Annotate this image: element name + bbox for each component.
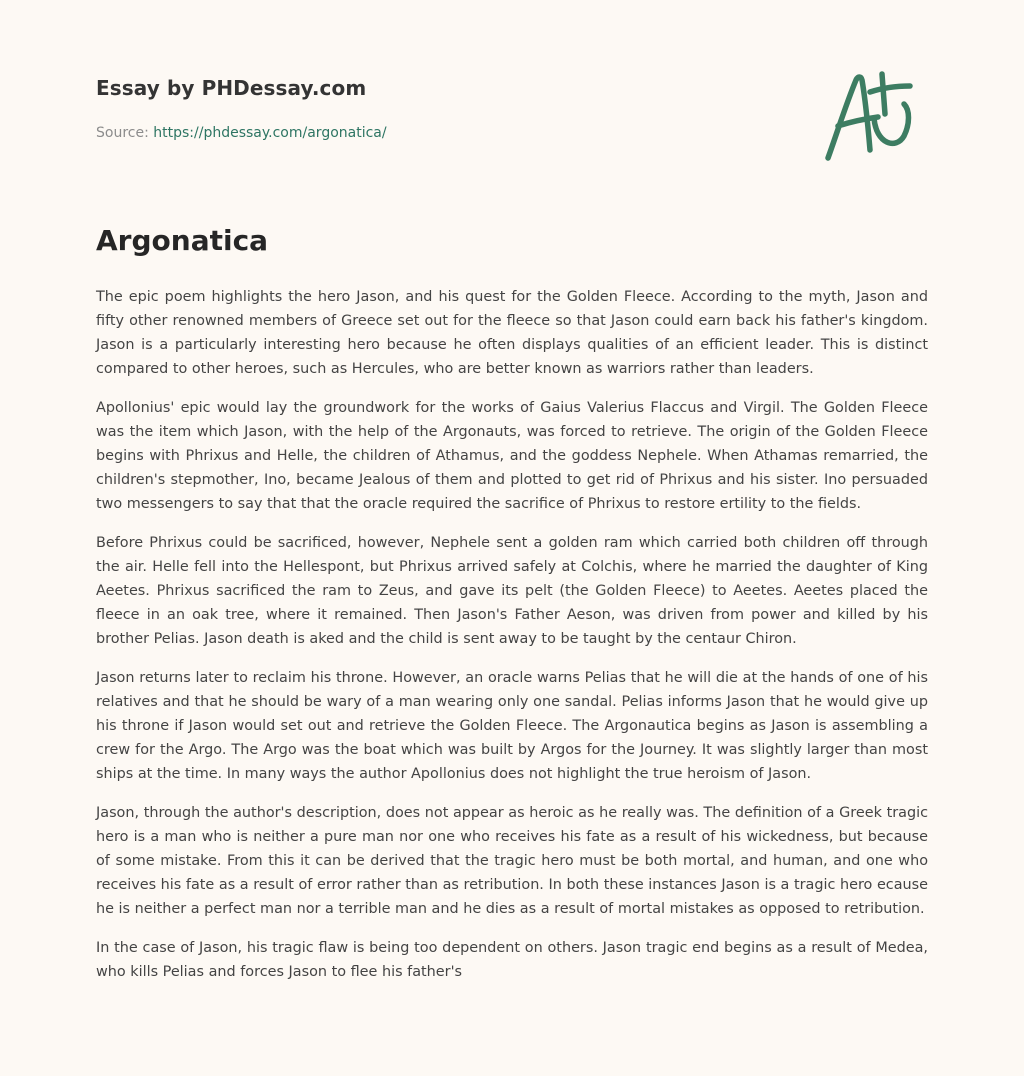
essay-paragraph: Jason, through the author's description, does not appear as heroic as he really was. The definition of a Greek tragic hero is a man who is neither a pure man nor one who receives his fate as a result of his wickedness, but because of some mistake. From this it can be derived that the tragic hero must be both mortal, and human, and one who receives his fate as a result of error rather than as retribution. In both these instances Jason is a tragic hero ecause he is neither a perfect man nor a terrible man and he dies as a result of mortal mistakes as opposed to retribution. — [96, 805, 928, 917]
essay-paragraph: Before Phrixus could be sacrificed, however, Nephele sent a golden ram which carried both children off through the air. Helle fell into the Hellespont, but Phrixus arrived safely at Colchis, where he married the daughter of King Aeetes. Phrixus sacrificed the ram to Zeus, and gave its pelt (the Golden Fleece) to Aeetes. Aeetes placed the fleece in an oak tree, where it remained. Then Jason's Father Aeson, was driven from power and killed by his brother Pelias. Jason death is aked and the child is sent away to be taught by the centaur Chiron. — [96, 535, 928, 647]
brand-title: Essay by PHDessay.com — [96, 76, 367, 100]
essay-paragraph: In the case of Jason, his tragic flaw is being too dependent on others. Jason tragic end begins as a result of Medea, who kills Pelias and forces Jason to flee his father's — [96, 940, 928, 980]
source-link[interactable]: https://phdessay.com/argonatica/ — [153, 125, 387, 141]
a-plus-logo-icon — [822, 66, 926, 166]
essay-paragraph: Jason returns later to reclaim his throne. However, an oracle warns Pelias that he will die at the hands of one of his relatives and that he should be wary of a man wearing only one sandal. Pelias informs Jason that he would give up his throne if Jason would set out and retrieve the Golden Fleece. The Argonautica begins as Jason is assembling a crew for the Argo. The Argo was the boat which was built by Argos for the Journey. It was slightly larger than most ships at the time. In many ways the author Apollonius does not highlight the true heroism of Jason. — [96, 670, 928, 782]
source-line — [96, 125, 387, 141]
essay-paragraph: Apollonius' epic would lay the groundwork for the works of Gaius Valerius Flaccus and Virgil. The Golden Fleece was the item which Jason, with the help of the Argonauts, was forced to retrieve. The origin of the Golden Fleece begins with Phrixus and Helle, the children of Athamus, and the goddess Nephele. When Athamas remarried, the children's stepmother, Ino, became Jealous of them and plotted to get rid of Phrixus and his sister. Ino persuaded two messengers to say that that the oracle required the sacrifice of Phrixus to restore ertility to the fields. — [96, 400, 928, 512]
essay-paragraph: The epic poem highlights the hero Jason, and his quest for the Golden Fleece. According to the myth, Jason and fifty other renowned members of Greece set out for the fleece so that Jason could earn back his father's kingdom. Jason is a particularly interesting hero because he often displays qualities of an efficient leader. This is distinct compared to other heroes, such as Hercules, who are better known as warriors rather than leaders. — [96, 289, 928, 377]
a-plus-logo-graphic — [822, 66, 926, 166]
page-header — [96, 0, 928, 180]
source-label: Source: — [96, 125, 154, 141]
essay-body — [96, 285, 928, 999]
essay-title: Argonatica — [96, 224, 269, 257]
